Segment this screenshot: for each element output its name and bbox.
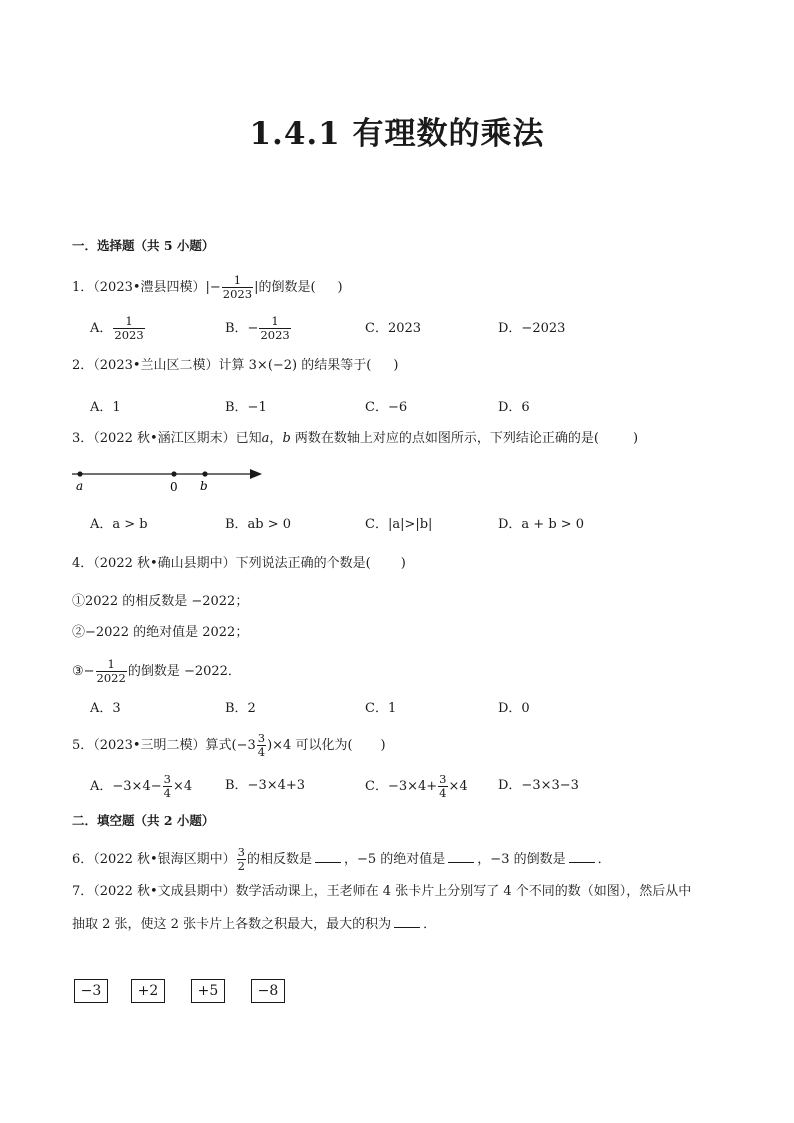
section-choice-heading: 一．选择题（共 5 小题） (72, 238, 215, 253)
question-4: 4．（2022 秋•确山县期中）下列说法正确的个数是( ) (72, 556, 406, 571)
q1-prefix: 1．（2023•澧县四模）|− (72, 280, 221, 295)
q4-statement-3: ③− $\frac{1}{2022}$ 的倒数是 −2022． (72, 657, 241, 685)
number-line-figure (66, 458, 276, 498)
number-line-arrow (250, 469, 262, 479)
q5-option-c: C．−3×4+ $\frac{3}{4}$ ×4 (365, 772, 468, 800)
q5-option-a: A．−3×4− $\frac{3}{4}$ ×4 (90, 772, 193, 800)
card-3: +5 (191, 979, 225, 1003)
q5-option-b: B．−3×4+3 (225, 778, 306, 793)
q4-option-d: D．0 (498, 701, 530, 716)
question-6: 6．（2022 秋•银海区期中） $\frac{3}{2}$ 的相反数是 ，−5 的绝对值是 ，−3 的倒数是 ． (72, 845, 611, 873)
q4-option-a: A．3 (90, 701, 121, 716)
q4-option-b: B．2 (225, 701, 256, 716)
card-2: +2 (131, 979, 165, 1003)
page-title: 1.4.1 有理数的乘法 (249, 116, 545, 152)
q1-option-d: D．−2023 (498, 321, 566, 336)
question-1: 1．（2023•澧县四模）|− $\frac{1}{2023}$ |的倒数是( ) (72, 273, 343, 301)
q3-option-b: B．ab > 0 (225, 517, 292, 532)
section-fill-heading: 二．填空题（共 2 小题） (72, 813, 215, 828)
q3-option-a: A．a > b (90, 517, 148, 532)
q3-option-d: D．a + b > 0 (498, 517, 585, 532)
q2-option-d: D．6 (498, 400, 530, 415)
q6-blank-2[interactable] (448, 850, 474, 863)
point-zero (171, 471, 176, 476)
q1-option-c: C．2023 (365, 321, 422, 336)
q6-blank-1[interactable] (315, 850, 341, 863)
q1-option-b: B．− $\frac{1}{2023}$ (225, 314, 290, 342)
q1-fraction: $\frac{1}{2023}$ (222, 273, 253, 301)
card-1: −3 (74, 979, 108, 1003)
label-a: a (76, 479, 84, 493)
label-b: b (200, 479, 208, 493)
point-b (202, 471, 207, 476)
question-7-line-1: 7．（2022 秋•文成县期中）数学活动课上，王老师在 4 张卡片上分别写了 4 个不同的数（如图），然后从中 (72, 884, 692, 899)
question-5: 5．（2023•三明二模）算式(−3 $\frac{3}{4}$ )×4 可以化为( ) (72, 731, 386, 759)
q2-option-c: C．−6 (365, 400, 408, 415)
q3-option-c: C．|a|>|b| (365, 517, 433, 532)
card-4: −8 (251, 979, 285, 1003)
q7-blank[interactable] (394, 915, 420, 928)
q4-statement-2: ②−2022 的绝对值是 2022； (72, 625, 249, 640)
label-zero: 0 (170, 480, 178, 494)
q2-option-a: A．1 (90, 400, 121, 415)
q4-statement-1: ①2022 的相反数是 −2022； (72, 594, 249, 609)
q2-option-b: B．−1 (225, 400, 267, 415)
question-2: 2．（2023•兰山区二模）计算 3×(−2) 的结果等于( ) (72, 358, 399, 373)
q6-blank-3[interactable] (569, 850, 595, 863)
question-7-line-2: 抽取 2 张，使这 2 张卡片上各数之积最大，最大的积为 ． (72, 917, 437, 932)
q1-option-a: A． $\frac{1}{2023}$ (90, 314, 144, 342)
q1-suffix: |的倒数是( (254, 280, 316, 295)
point-a (77, 471, 82, 476)
question-3: 3．（2022 秋•涵江区期末）已知a，b 两数在数轴上对应的点如图所示，下列结论正确的是( ) (72, 431, 639, 446)
q4-option-c: C．1 (365, 701, 397, 716)
q5-option-d: D．−3×3−3 (498, 778, 579, 793)
